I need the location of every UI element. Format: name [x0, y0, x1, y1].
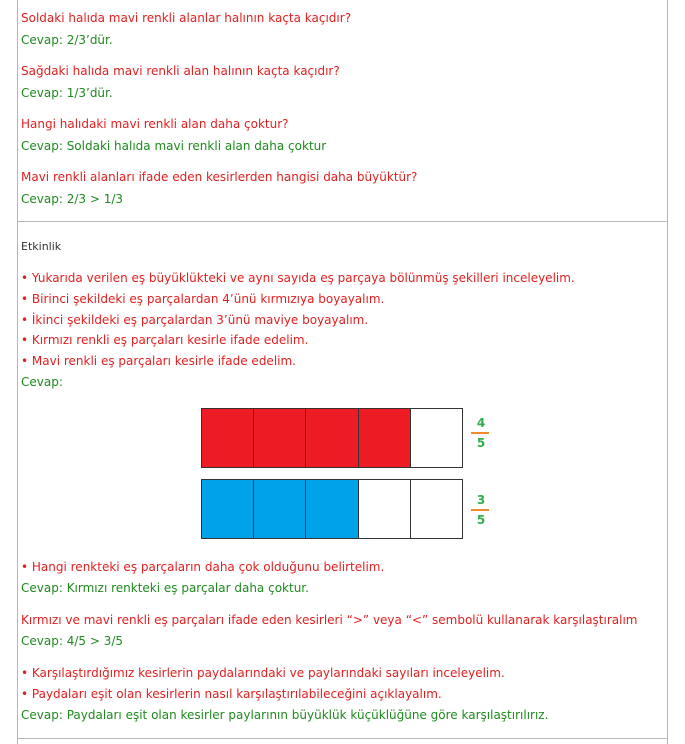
fraction-line [471, 432, 489, 434]
answer-4: Cevap: 2/3 > 1/3 [21, 192, 123, 206]
activity-answer-2: Cevap: Kırmızı renkteki eş parçalar daha çoktur. [21, 581, 309, 595]
question-4: Mavi renkli alanları ifade eden kesirlerden hangisi daha büyüktür? [21, 170, 418, 184]
activity-bullet-1: • Yukarıda verilen eş büyüklükteki ve aynı sayıda eş parçaya bölünmüş şekilleri inceleyelim. [21, 271, 575, 285]
activity-answer-5: Cevap: Paydaları eşit olan kesirler paylarının büyüklük küçüklüğüne göre karşılaştırılırız. [21, 708, 549, 722]
activity-question-5: • Paydaları eşit olan kesirlerin nasıl karşılaştırılabileceğini açıklayalım. [21, 687, 442, 701]
bottom-divider [18, 738, 668, 739]
fraction-label-blue [471, 493, 491, 527]
fraction-bar-blue [201, 479, 463, 539]
filled-part [202, 409, 254, 467]
activity-question-2: • Hangi renkteki eş parçaların daha çok olduğunu belirtelim. [21, 560, 385, 574]
fraction-numerator: 4 [476, 416, 486, 430]
answer-1: Cevap: 2/3’dür. [21, 33, 113, 47]
activity-heading: Etkinlik [21, 240, 62, 253]
fraction-line [471, 509, 489, 511]
activity-bullet-3: • İkinci şekildeki eş parçalardan 3’ünü maviye boyayalım. [21, 313, 369, 327]
fraction-denominator: 5 [476, 513, 486, 527]
answer-3: Cevap: Soldaki halıda mavi renkli alan daha çoktur [21, 139, 327, 153]
empty-part [411, 409, 462, 467]
activity-answer-label: Cevap: [21, 375, 63, 389]
empty-part [359, 480, 411, 538]
answer-2: Cevap: 1/3’dür. [21, 86, 113, 100]
activity-bullet-2: • Birinci şekildeki eş parçalardan 4’ünü kırmızıya boyayalım. [21, 292, 385, 306]
content-frame [17, 0, 668, 744]
filled-part [254, 409, 306, 467]
fraction-bar-red [201, 408, 463, 468]
fraction-denominator: 5 [476, 436, 486, 450]
question-3: Hangi halıdaki mavi renkli alan daha çoktur? [21, 117, 289, 131]
filled-part [306, 409, 358, 467]
filled-part [202, 480, 254, 538]
filled-part [359, 409, 411, 467]
section-divider [18, 221, 668, 222]
activity-answer-3: Cevap: 4/5 > 3/5 [21, 634, 123, 648]
filled-part [306, 480, 358, 538]
activity-question-4: • Karşılaştırdığımız kesirlerin paydalarındaki ve paylarındaki sayıları inceleyelim. [21, 666, 505, 680]
question-2: Sağdaki halıda mavi renkli alan halının kaçta kaçıdır? [21, 64, 340, 78]
activity-bullet-5: • Mavi renkli eş parçaları kesirle ifade edelim. [21, 354, 296, 368]
filled-part [254, 480, 306, 538]
empty-part [411, 480, 462, 538]
activity-bullet-4: • Kırmızı renkli eş parçaları kesirle ifade edelim. [21, 333, 309, 347]
activity-question-3: Kırmızı ve mavi renkli eş parçaları ifade eden kesirleri “>” veya “<” sembolü kullanarak karşılaştıralım [21, 613, 638, 627]
fraction-label-red [471, 416, 491, 450]
question-1: Soldaki halıda mavi renkli alanlar halının kaçta kaçıdır? [21, 11, 352, 25]
fraction-numerator: 3 [476, 493, 486, 507]
